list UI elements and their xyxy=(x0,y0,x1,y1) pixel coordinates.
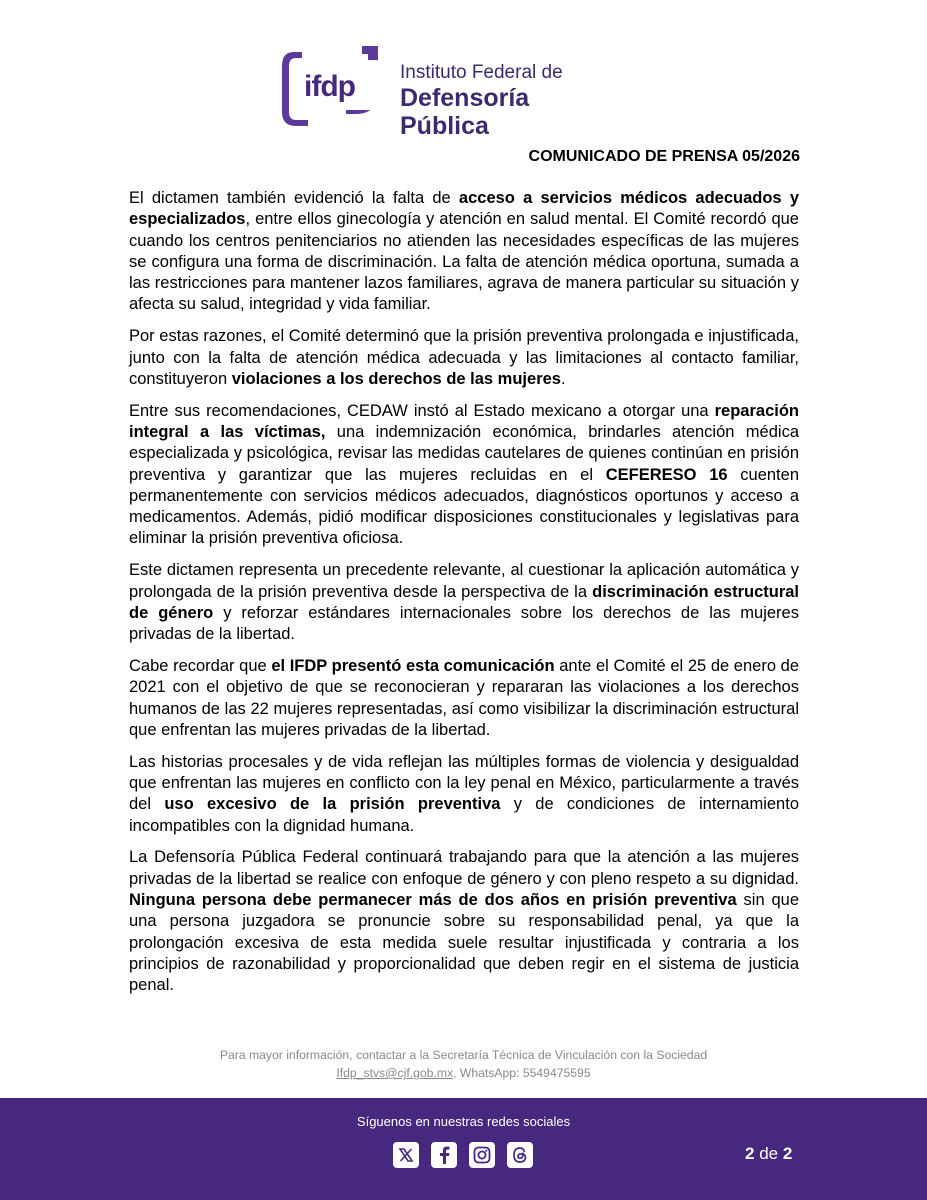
text-segment: El dictamen también evidenció la falta de xyxy=(129,189,459,207)
page-total: 2 xyxy=(782,1144,793,1163)
text-segment: Las historias procesales y de vida reflejan las múltiples formas de violencia y desigualdad que enfrentan las mujeres en conflicto con la ley penal en México, particularmente a través del xyxy=(129,752,799,814)
press-release-title: COMUNICADO DE PRENSA 05/2026 xyxy=(528,148,800,165)
paragraph xyxy=(129,326,799,390)
bold-text: el IFDP presentó esta comunicación xyxy=(271,656,555,675)
paragraph xyxy=(129,560,799,645)
text-segment: , entre ellos ginecología y atención en salud mental. El Comité recordó que cuando los centros penitenciarios no atienden las necesidades específicas de las mujeres se configura una forma de discriminación. La falta de atención médica oportuna, sumada a las restricciones para mantener lazos familiares, agrava de manera particular su situación y afecta su salud, integridad y vida familiar. xyxy=(129,210,799,314)
text-segment: y reforzar estándares internacionales sobre los derechos de las mujeres privadas de la libertad. xyxy=(129,603,799,644)
text-segment: cuenten permanentemente con servicios médicos adecuados, diagnósticos oportunos y acceso a medicamentos. Además, pidió modificar disposiciones constitucionales y legislativas para eliminar la prisión preventiva oficiosa. xyxy=(129,465,799,548)
x-icon[interactable] xyxy=(393,1142,419,1168)
contact-info xyxy=(0,1046,927,1082)
contact-whatsapp: , WhatsApp: 5549475595 xyxy=(453,1066,591,1080)
text-segment: una indemnización económica, brindarles atención médica especializada y psicológica, revisar las medidas cautelares de quienes continúan en prisión preventiva y garantizar que las mujeres recluidas en el xyxy=(129,422,799,484)
bold-text: reparación integral a las víctimas, xyxy=(129,401,799,441)
bold-text: discriminación estructural de género xyxy=(129,582,799,622)
ifdp-logo xyxy=(280,42,620,140)
press-release-body xyxy=(129,188,799,1007)
bold-text: Ninguna persona debe permanecer más de dos años en prisión preventiva xyxy=(129,890,737,909)
text-segment: La Defensoría Pública Federal continuará trabajando para que la atención a las mujeres privadas de la libertad se realice con enfoque de género y con pleno respeto a su dignidad. xyxy=(129,848,799,888)
bold-text: CEFERESO 16 xyxy=(605,465,728,484)
text-segment: Por estas razones, el Comité determinó que la prisión preventiva prolongada e injustificada, junto con la falta de atención médica adecuada y las limitaciones al contacto familiar, constituyeron xyxy=(129,327,799,388)
text-segment: ante el Comité el 25 de enero de 2021 con el objetivo de que se reconocieran y repararan las violaciones a los derechos humanos de las 22 mujeres representadas, así como visibilizar la discriminación estructural que enfrentan las mujeres privadas de la libertad. xyxy=(129,656,799,739)
bold-text: uso excesivo de la prisión preventiva xyxy=(164,795,501,814)
social-title: Síguenos en nuestras redes sociales xyxy=(356,1114,571,1129)
paragraph xyxy=(129,656,799,741)
paragraph xyxy=(129,752,799,837)
logo-line1: Instituto Federal de xyxy=(400,62,563,83)
paragraph xyxy=(129,401,799,550)
text-segment: Cabe recordar que xyxy=(129,656,272,675)
text-segment: y de condiciones de internamiento incompatibles con la dignidad humana. xyxy=(129,795,799,835)
paragraph xyxy=(129,847,799,996)
logo-line2: Defensoría Pública xyxy=(400,84,530,140)
page-indicator xyxy=(745,1144,792,1164)
bold-text: acceso a servicios médicos adecuados y especializados xyxy=(129,189,799,229)
contact-email-link[interactable]: Ifdp_stvs@cjf.gob.mx xyxy=(336,1066,454,1080)
paragraph xyxy=(129,188,799,316)
bold-text: violaciones a los derechos de las mujeres xyxy=(231,369,561,388)
social-icons xyxy=(393,1142,533,1168)
logo-text xyxy=(400,62,620,140)
footer-band xyxy=(0,1098,927,1200)
contact-details xyxy=(0,1064,927,1082)
logo-mark-text: ifdp xyxy=(304,70,355,103)
text-segment: sin que una persona juzgadora se pronuncie sobre su responsabilidad penal, ya que la prolongación excesiva de esta medida suele resultar injustificada y contraria a los principios de razonabilidad y proporcionalidad que deben regir en el sistema de justicia penal. xyxy=(129,890,799,995)
text-segment: Este dictamen representa un precedente relevante, al cuestionar la aplicación automática y prolongada de la prisión preventiva desde la perspectiva de la xyxy=(129,561,799,601)
facebook-icon[interactable] xyxy=(431,1142,457,1168)
page-separator: de xyxy=(754,1144,783,1163)
threads-icon[interactable] xyxy=(507,1142,533,1168)
instagram-icon[interactable] xyxy=(469,1142,495,1168)
contact-line: Para mayor información, contactar a la Secretaría Técnica de Vinculación con la Sociedad xyxy=(219,1048,708,1062)
text-segment: . xyxy=(560,369,566,388)
text-segment: Entre sus recomendaciones, CEDAW instó al Estado mexicano a otorgar una xyxy=(129,401,715,420)
page-current: 2 xyxy=(745,1144,755,1163)
